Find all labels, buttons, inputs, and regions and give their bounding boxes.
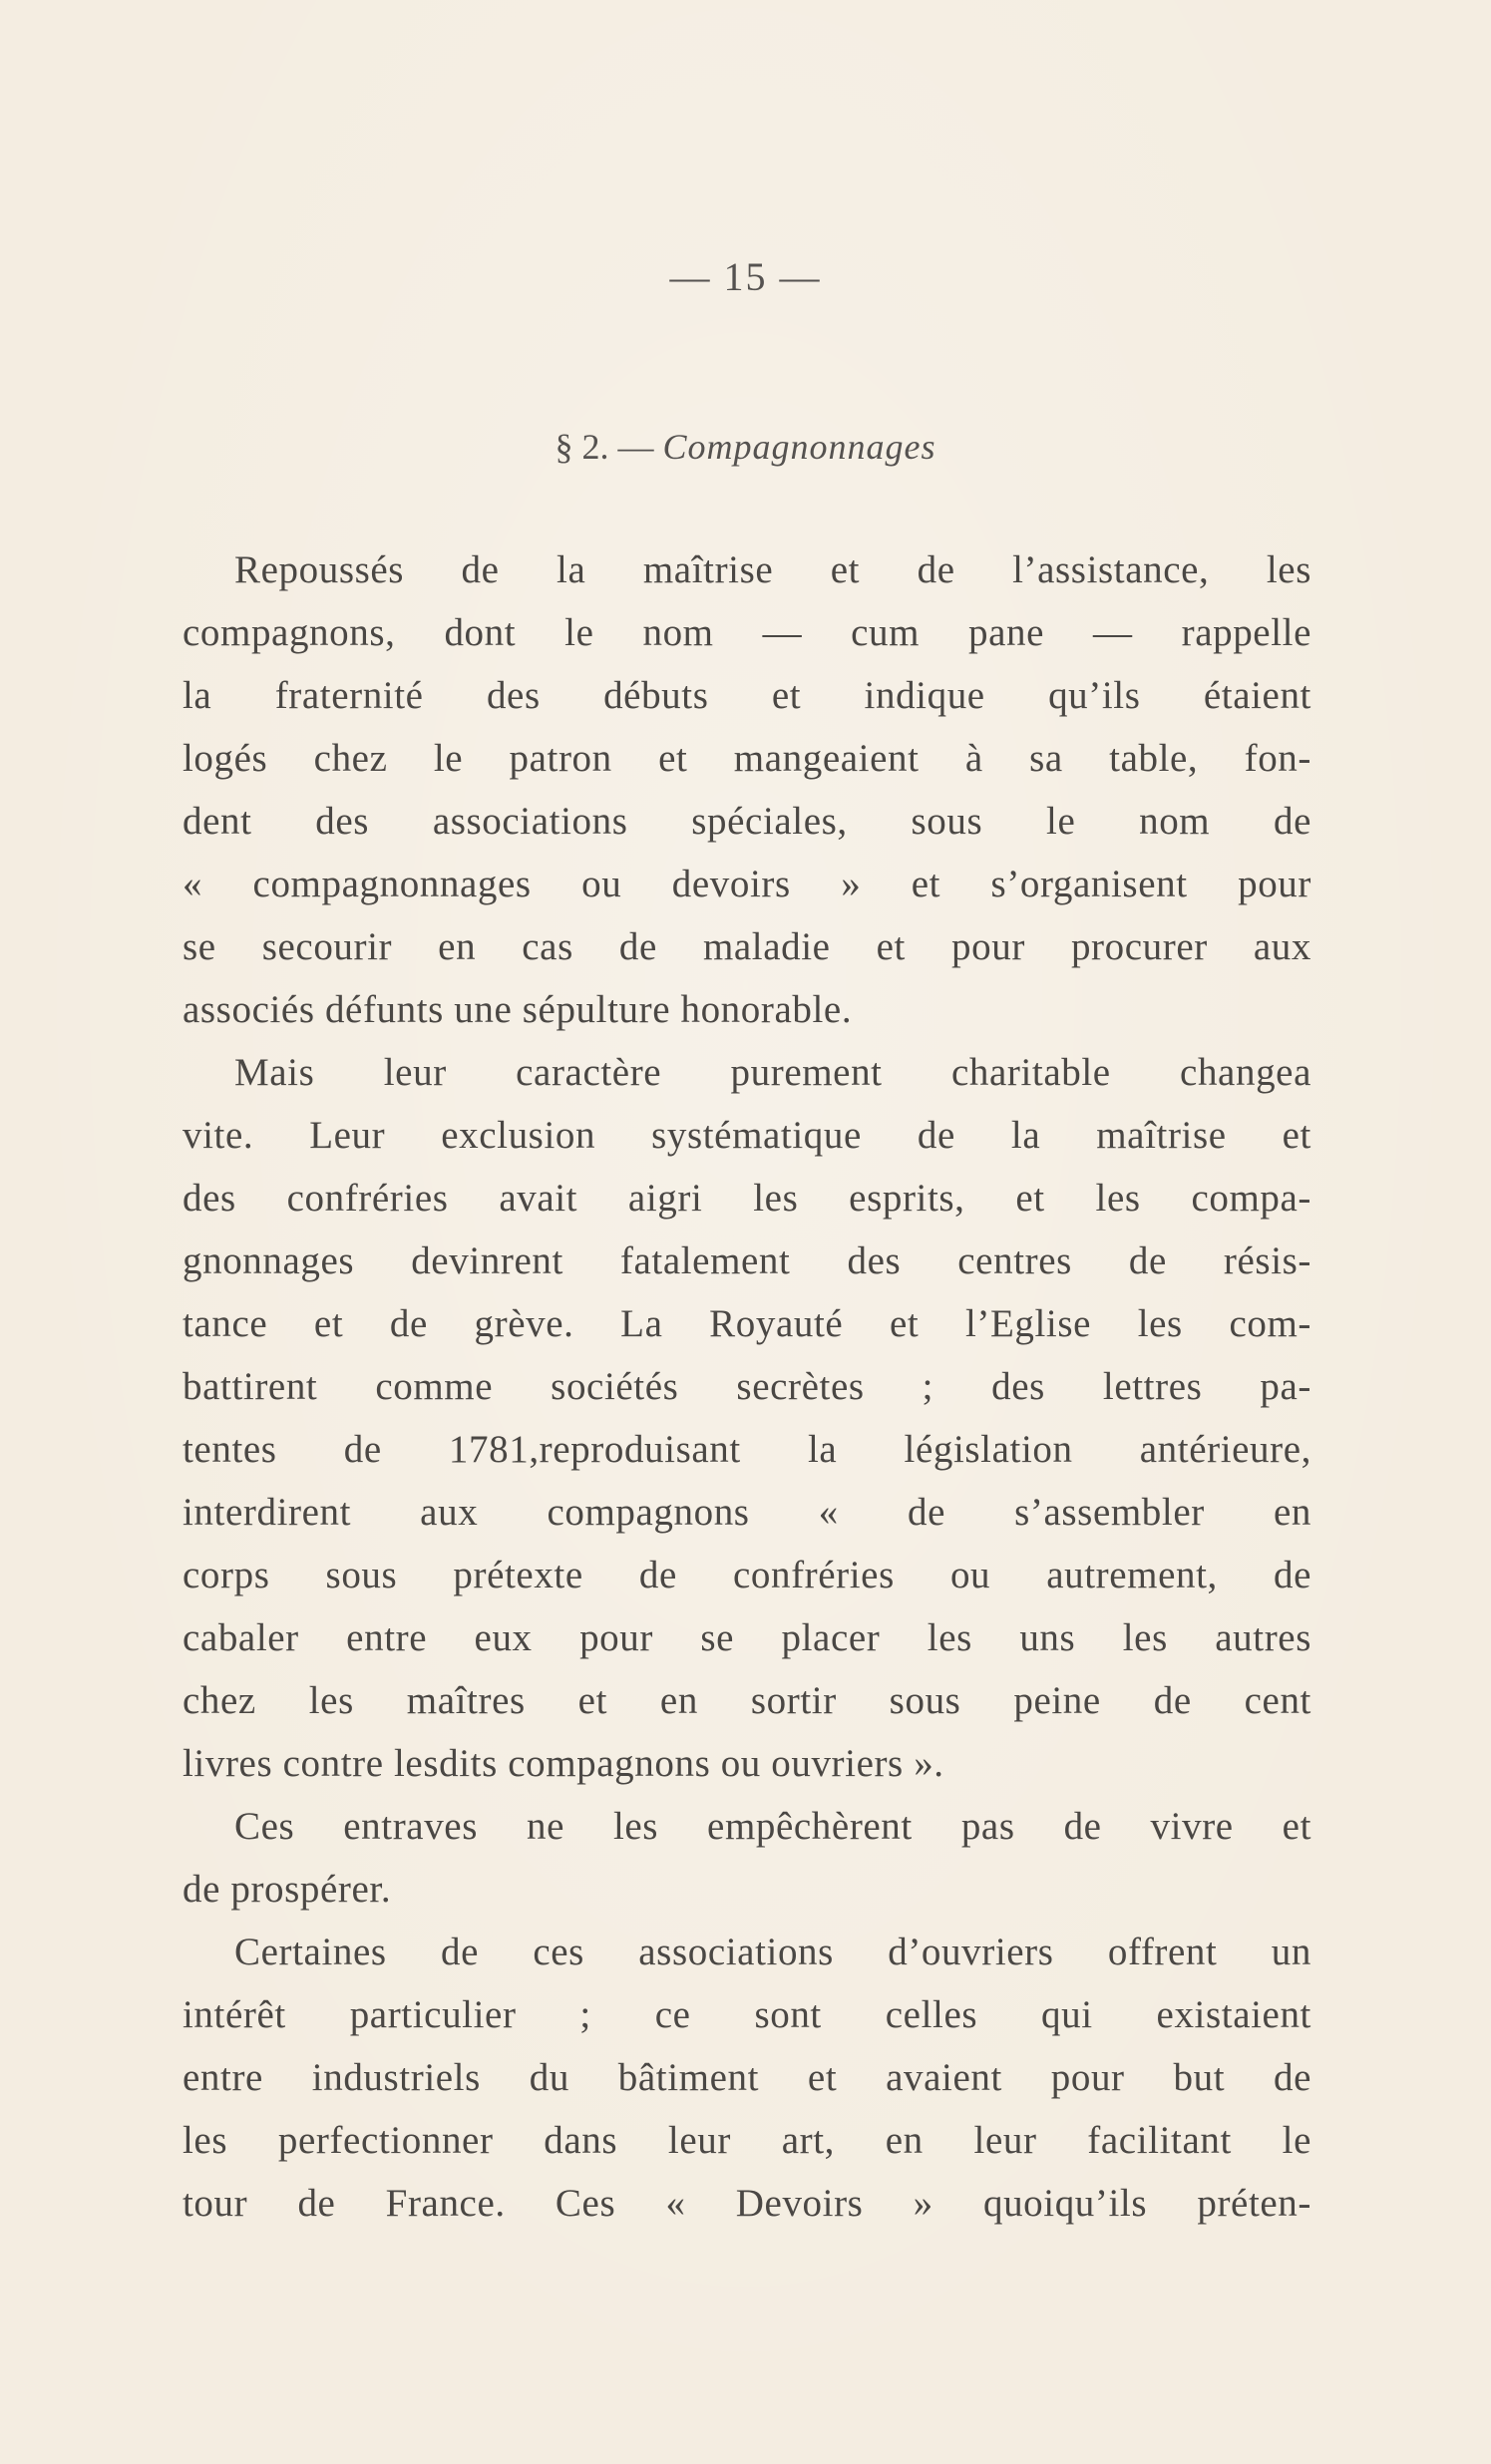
text-line: cabaler entre eux pour se placer les uns les autres — [183, 1616, 1311, 1659]
body-text — [183, 538, 1311, 2235]
text-line: tance et de grève. La Royauté et l’Eglise les com- — [183, 1302, 1311, 1345]
text-line: les perfectionner dans leur art, en leur facilitant le — [183, 2119, 1311, 2162]
text-line: chez les maîtres et en sortir sous peine de cent — [183, 1679, 1311, 1722]
text-line: la fraternité des débuts et indique qu’ils étaient — [183, 674, 1311, 717]
text-line: livres contre lesdits compagnons ou ouvriers ». — [183, 1742, 944, 1785]
paragraph — [183, 538, 1311, 1041]
text-line: entre industriels du bâtiment et avaient pour but de — [183, 2056, 1311, 2099]
text-line: Repoussés de la maîtrise et de l’assistance, les — [234, 548, 1311, 591]
text-line: tour de France. Ces « Devoirs » quoiqu’ils préten- — [183, 2182, 1311, 2225]
section-title: Compagnonnages — [662, 427, 936, 467]
text-line: tentes de 1781,reproduisant la législation antérieure, — [183, 1428, 1311, 1471]
text-line: compagnons, dont le nom — cum pane — rappelle — [183, 611, 1311, 654]
text-line: corps sous prétexte de confréries ou autrement, de — [183, 1554, 1311, 1596]
text-line: associés défunts une sépulture honorable. — [183, 988, 853, 1031]
text-line: « compagnonnages ou devoirs » et s’organisent pour — [183, 863, 1311, 905]
text-line: Certaines de ces associations d’ouvriers offrent un — [234, 1931, 1311, 1973]
text-line: battirent comme sociétés secrètes ; des lettres pa- — [183, 1365, 1311, 1408]
text-line: logés chez le patron et mangeaient à sa table, fon- — [183, 737, 1311, 780]
text-line: de prospérer. — [183, 1868, 392, 1911]
text-line: Ces entraves ne les empêchèrent pas de vivre et — [234, 1805, 1311, 1848]
text-line: interdirent aux compagnons « de s’assembler en — [183, 1491, 1311, 1534]
paragraph — [183, 1041, 1311, 1795]
text-line: des confréries avait aigri les esprits, et les compa- — [183, 1177, 1311, 1220]
text-line: dent des associations spéciales, sous le nom de — [183, 800, 1311, 843]
page-number: — 15 — — [669, 254, 822, 299]
text-line: se secourir en cas de maladie et pour procurer aux — [183, 925, 1311, 968]
text-line: intérêt particulier ; ce sont celles qui existaient — [183, 1993, 1311, 2036]
section-heading — [0, 426, 1491, 468]
text-line: vite. Leur exclusion systématique de la maîtrise et — [183, 1114, 1311, 1157]
text-line: gnonnages devinrent fatalement des centres de résis- — [183, 1239, 1311, 1282]
paragraph — [183, 1921, 1311, 2235]
text-line: Mais leur caractère purement charitable changea — [234, 1051, 1311, 1094]
section-label: § 2. — — [555, 427, 654, 467]
paragraph — [183, 1795, 1311, 1921]
